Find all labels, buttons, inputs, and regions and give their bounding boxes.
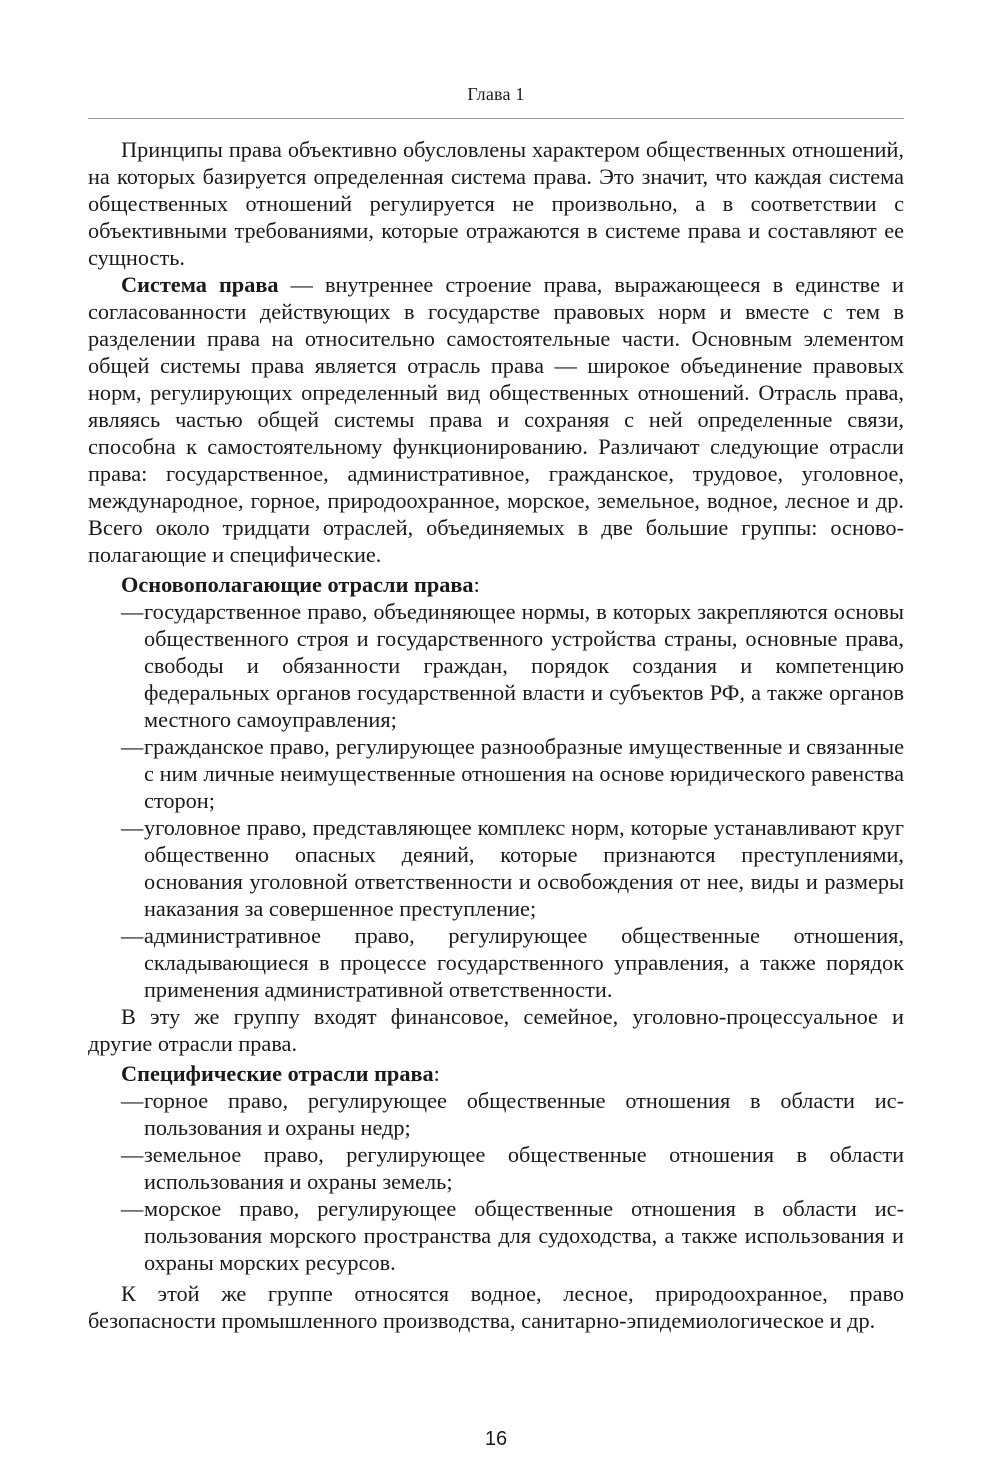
page-number: 16 xyxy=(484,1428,508,1450)
heading-specific-colon: : xyxy=(433,1061,440,1086)
list-item xyxy=(88,922,904,1003)
list-item xyxy=(88,814,904,922)
list-item xyxy=(88,1195,904,1276)
list-specific xyxy=(88,1087,904,1276)
heading-fundamental-colon: : xyxy=(473,572,480,597)
term-system-of-law: Система права xyxy=(121,272,279,297)
paragraph-specific-others: К этой же группе относятся водное, лесное, природоохранное, право безопасности промышленного производства, санитарно-эпидемиологическое и др. xyxy=(88,1281,904,1333)
list-item-text: земельное право, регулирующее общественные отношения в области использования и охраны земель; xyxy=(144,1142,904,1194)
dash-marker: — xyxy=(121,1196,144,1221)
definition-system-of-law: — внутреннее строение права, выражающееся в единстве и согласованности действующих в государстве правовых норм и вместе с тем в разделении права на относительно самостоятельные части. Основным элементом общей системы права является отрасль права — широкое объединение правовых норм, регулирующих определенный вид общественных отношений. Отрасль права, являясь частью общей системы права и сохраняя с ней определенные связи, способна к самостоятельному функционированию. Различают следующие отрасли права: государственное, административное, гражданское, трудовое, уголовное, международное, горное, природоохранное, морское, земельное, водное, лесное и др. Всего около тридцати отраслей, объединяемых в две большие группы: основополагающие и специфические. xyxy=(88,272,904,567)
dash-marker: — xyxy=(121,599,144,624)
header-rule xyxy=(88,118,904,119)
page-body xyxy=(88,136,904,1334)
list-item xyxy=(88,598,904,733)
section-heading-fundamental xyxy=(88,571,904,598)
dash-marker: — xyxy=(121,734,144,759)
list-item-text: уголовное право, представляющее комплекс норм, которые устанавливают круг общественно опасных деяний, которые признаются преступлениями, основания уголовной ответственности и освобождения от нее, виды и размеры наказания за совершенное преступление; xyxy=(144,815,904,921)
list-item-text: административное право, регулирующее общественные отношения, складывающиеся в процессе государственного управления, а также порядок применения административной ответственности. xyxy=(144,923,904,1002)
heading-fundamental-text: Основополагающие отрасли права xyxy=(121,572,474,597)
dash-marker: — xyxy=(121,1088,144,1113)
list-item-text: государственное право, объединяющее нормы, в которых закрепляются основы общественного строя и государственного устройства страны, основные права, свободы и обязанности граждан, порядок создания и компетенцию федеральных органов государственной власти и субъектов РФ, а также органов местного самоуправления; xyxy=(144,599,904,732)
dash-marker: — xyxy=(121,815,144,840)
heading-specific-text: Специфические отрасли права xyxy=(121,1061,434,1086)
section-heading-specific xyxy=(88,1060,904,1087)
list-item xyxy=(88,1141,904,1195)
paragraph-principles: Принципы права объективно обусловлены характером общественных отношений, на которых базируется определенная система права. Это значит, что каждая система общественных отношений регулируется не произвольно, а в соответствии с объективными требованиями, которые отражаются в системе права и составляют ее сущность. xyxy=(88,137,904,270)
list-item xyxy=(88,733,904,814)
dash-marker: — xyxy=(121,923,144,948)
list-item-text: горное право, регулирующее общественные отношения в области использования и охраны недр; xyxy=(144,1088,904,1140)
paragraph-fundamental-others: В эту же группу входят финансовое, семейное, уголовно-процессуальное и другие отрасли права. xyxy=(88,1004,904,1056)
dash-marker: — xyxy=(121,1142,144,1167)
running-header: Глава 1 xyxy=(467,84,525,104)
list-item xyxy=(88,1087,904,1141)
list-item-text: гражданское право, регулирующее разнообразные имущественные и связанные с ним личные неимущественные отношения на основе юридического равенства сторон; xyxy=(144,734,904,813)
list-fundamental xyxy=(88,598,904,1003)
list-item-text: морское право, регулирующее общественные отношения в области использования морского пространства для судоходства, а также использования и охраны морских ресурсов. xyxy=(144,1196,904,1275)
paragraph-system-of-law xyxy=(88,271,904,568)
